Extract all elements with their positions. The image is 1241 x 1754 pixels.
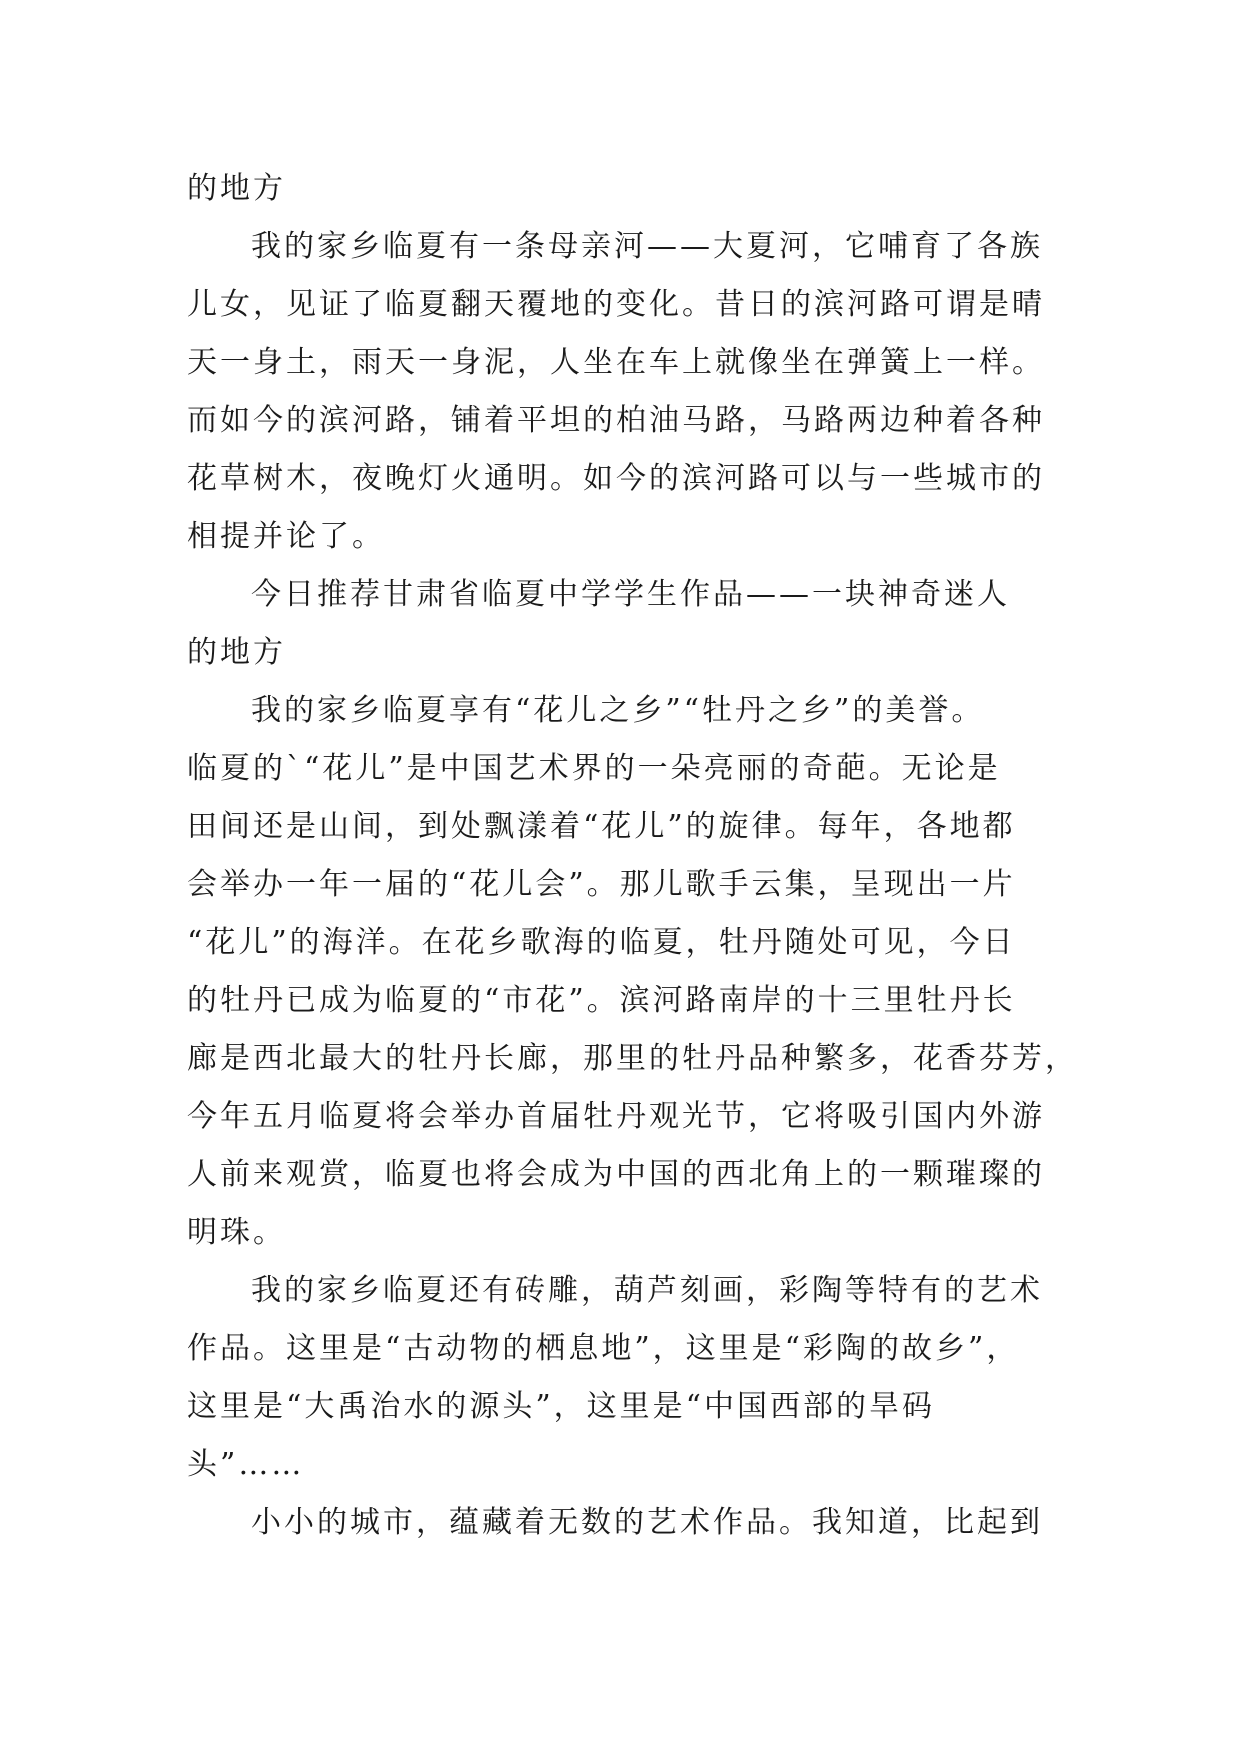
text-line: 明珠。 — [187, 1215, 286, 1250]
text-line: 头”…… — [187, 1447, 305, 1482]
text-line: 这里是“大禹治水的源头”，这里是“中国西部的旱码 — [187, 1389, 936, 1424]
text-line: 廊是西北最大的牡丹长廊，那里的牡丹品种繁多，花香芬芳， — [187, 1041, 1078, 1076]
text-line: 作品。这里是“古动物的栖息地”，这里是“彩陶的故乡”， — [187, 1331, 1020, 1366]
text-line: 相提并论了。 — [187, 519, 385, 554]
text-line: 我的家乡临夏还有砖雕，葫芦刻画，彩陶等特有的艺术 — [251, 1273, 1043, 1308]
text-line: 人前来观赏，临夏也将会成为中国的西北角上的一颗璀璨的 — [187, 1157, 1045, 1192]
text-line: 花草树木，夜晚灯火通明。如今的滨河路可以与一些城市的 — [187, 461, 1045, 496]
text-line: 我的家乡临夏有一条母亲河——大夏河，它哺育了各族 — [251, 229, 1043, 264]
text-line: 临夏的`“花儿”是中国艺术界的一朵亮丽的奇葩。无论是 — [187, 751, 1001, 786]
text-line: 的地方 — [187, 635, 286, 670]
text-line: 天一身土，雨天一身泥，人坐在车上就像坐在弹簧上一样。 — [187, 345, 1045, 380]
text-line: “花儿”的海洋。在花乡歌海的临夏，牡丹随处可见，今日 — [187, 925, 1016, 960]
text-line: 我的家乡临夏享有“花儿之乡”“牡丹之乡”的美誉。 — [251, 693, 985, 728]
text-line: 小小的城市，蕴藏着无数的艺术作品。我知道，比起到 — [251, 1505, 1043, 1540]
document-body — [187, 160, 1078, 1552]
text-line: 今日推荐甘肃省临夏中学学生作品——一块神奇迷人 — [251, 577, 1010, 612]
text-line: 儿女，见证了临夏翻天覆地的变化。昔日的滨河路可谓是晴 — [187, 287, 1045, 322]
text-line: 田间还是山间，到处飘漾着“花儿”的旋律。每年，各地都 — [187, 809, 1016, 844]
text-line: 今年五月临夏将会举办首届牡丹观光节，它将吸引国内外游 — [187, 1099, 1045, 1134]
text-line: 而如今的滨河路，铺着平坦的柏油马路，马路两边种着各种 — [187, 403, 1045, 438]
text-line: 的牡丹已成为临夏的“市花”。滨河路南岸的十三里牡丹长 — [187, 983, 1016, 1018]
text-line: 会举办一年一届的“花儿会”。那儿歌手云集，呈现出一片 — [187, 867, 1016, 902]
text-line: 的地方 — [187, 171, 286, 206]
